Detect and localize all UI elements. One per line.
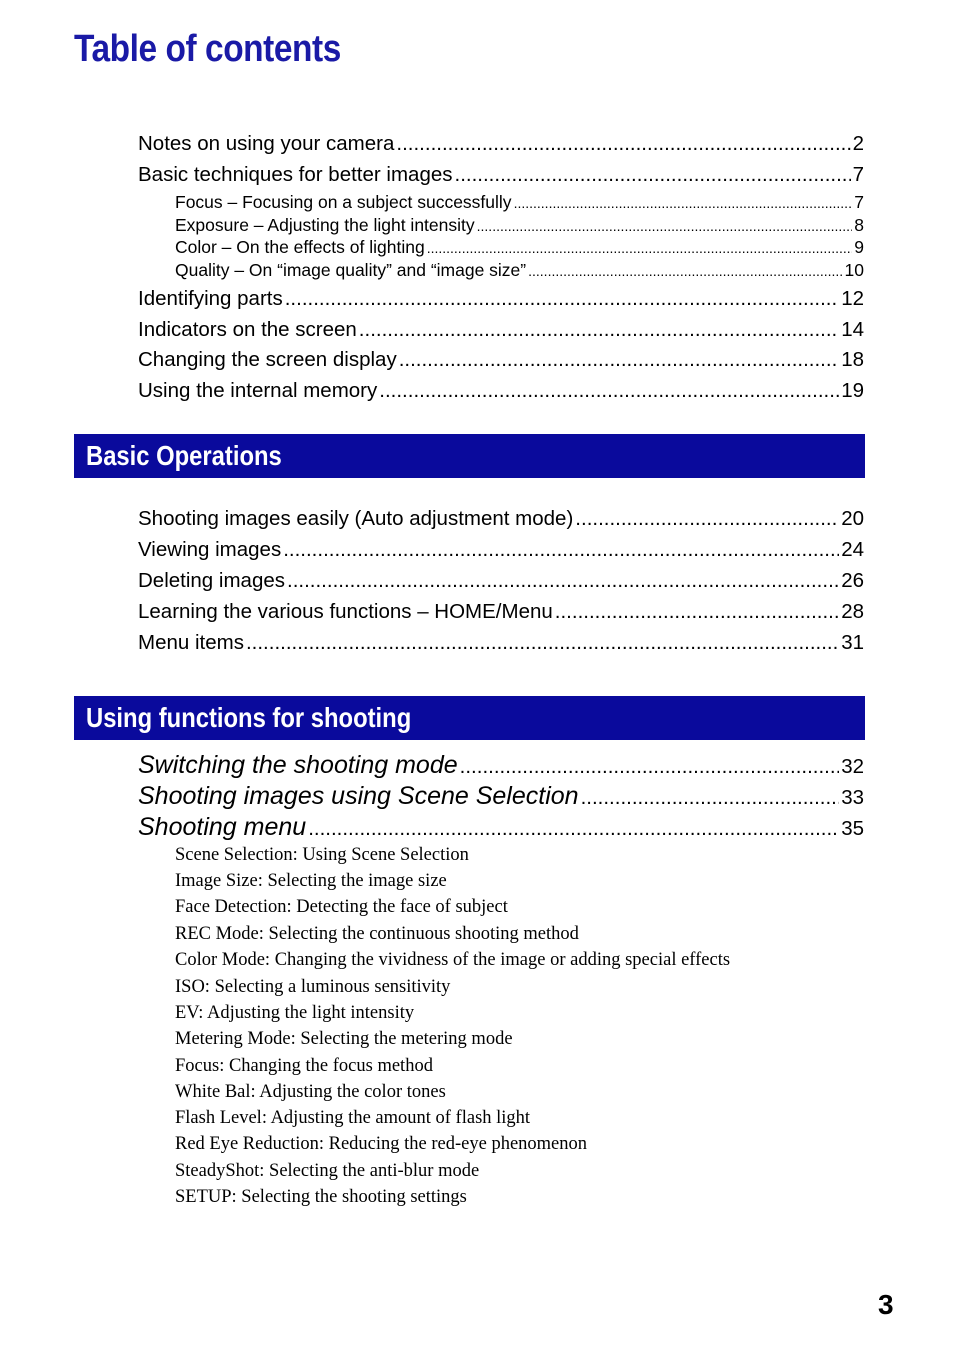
toc-entry-title: Switching the shooting mode: [138, 751, 458, 779]
menu-item[interactable]: SteadyShot: Selecting the anti-blur mode: [175, 1161, 480, 1181]
menu-item[interactable]: SETUP: Selecting the shooting settings: [175, 1187, 467, 1207]
toc-entry-page: 32: [841, 755, 864, 778]
toc-subentry[interactable]: [175, 215, 864, 236]
toc-subentry-page: 7: [854, 192, 864, 212]
leader-dots: [396, 132, 850, 156]
toc-entry-page: 26: [841, 569, 864, 592]
toc-entry-page: 2: [852, 132, 864, 155]
toc-subentry-title: Color – On the effects of lighting: [175, 237, 425, 257]
menu-item[interactable]: White Bal: Adjusting the color tones: [175, 1082, 446, 1102]
section-heading-bar: [74, 696, 865, 740]
leader-dots: [287, 569, 839, 593]
toc-entry-title: Indicators on the screen: [138, 318, 357, 341]
toc-entry-title: Shooting images easily (Auto adjustment mode): [138, 507, 574, 530]
leader-dots: [528, 260, 842, 281]
toc-entry-page: 33: [841, 786, 864, 809]
toc-entry[interactable]: [138, 782, 864, 811]
menu-item[interactable]: EV: Adjusting the light intensity: [175, 1003, 415, 1023]
menu-item[interactable]: Face Detection: Detecting the face of subject: [175, 897, 508, 917]
toc-entry[interactable]: [138, 538, 864, 562]
toc-entry-page: 14: [841, 318, 864, 341]
leader-dots: [379, 379, 839, 403]
toc-entry-title: Basic techniques for better images: [138, 163, 453, 186]
toc-entry[interactable]: [138, 600, 864, 624]
toc-subentry-page: 8: [854, 215, 864, 235]
leader-dots: [359, 318, 839, 342]
toc-entry-title: Changing the screen display: [138, 348, 397, 371]
toc-entry-title: Using the internal memory: [138, 379, 378, 402]
toc-entry-page: 19: [841, 379, 864, 402]
menu-item[interactable]: REC Mode: Selecting the continuous shooting method: [175, 924, 579, 944]
toc-subentry[interactable]: [175, 237, 864, 258]
leader-dots: [427, 237, 853, 258]
leader-dots: [555, 600, 839, 624]
toc-entry[interactable]: [138, 318, 864, 342]
toc-subentry[interactable]: [175, 192, 864, 213]
page-title: Table of contents: [74, 28, 341, 70]
leader-dots: [283, 538, 839, 562]
toc-entry-title: Shooting menu: [138, 813, 307, 841]
section-heading: Using functions for shooting: [86, 702, 412, 733]
leader-dots: [285, 287, 839, 311]
page-number: 3: [878, 1289, 894, 1320]
toc-entry-page: 18: [841, 348, 864, 371]
toc-subentry[interactable]: [175, 260, 864, 281]
toc-entry-title: Deleting images: [138, 569, 285, 592]
toc-entry-title: Identifying parts: [138, 287, 283, 310]
toc-entry-page: 28: [841, 600, 864, 623]
toc-entry-page: 7: [852, 163, 864, 186]
leader-dots: [246, 631, 839, 655]
leader-dots: [581, 786, 840, 810]
toc-entry-page: 24: [841, 538, 864, 561]
toc-entry-title: Learning the various functions – HOME/Menu: [138, 600, 553, 623]
toc-entry-title: Notes on using your camera: [138, 132, 395, 155]
toc-entry[interactable]: [138, 751, 864, 780]
toc-entry[interactable]: [138, 813, 864, 842]
section-heading: Basic Operations: [86, 440, 282, 471]
leader-dots: [575, 507, 839, 531]
leader-dots: [514, 192, 853, 213]
toc-entry-page: 35: [841, 817, 864, 840]
menu-item[interactable]: Flash Level: Adjusting the amount of flash light: [175, 1108, 531, 1128]
toc-entry-page: 20: [841, 507, 864, 530]
toc-subentry-page: 10: [844, 260, 864, 280]
toc-entry[interactable]: [138, 569, 864, 593]
menu-item[interactable]: Focus: Changing the focus method: [175, 1056, 433, 1076]
menu-item[interactable]: Red Eye Reduction: Reducing the red-eye phenomenon: [175, 1134, 588, 1154]
leader-dots: [455, 163, 851, 187]
toc-entry[interactable]: [138, 163, 864, 187]
leader-dots: [399, 348, 839, 372]
toc-entry[interactable]: [138, 132, 864, 156]
toc-subentry-title: Quality – On “image quality” and “image size”: [175, 260, 527, 280]
toc-entry-page: 12: [841, 287, 864, 310]
toc-entry[interactable]: [138, 287, 864, 311]
menu-item[interactable]: ISO: Selecting a luminous sensitivity: [175, 977, 451, 997]
leader-dots: [460, 755, 840, 779]
menu-item[interactable]: Scene Selection: Using Scene Selection: [175, 845, 469, 865]
toc-subentry-title: Focus – Focusing on a subject successfully: [175, 192, 512, 212]
toc-entry[interactable]: [138, 631, 864, 655]
leader-dots: [308, 817, 839, 841]
section-heading-bar: [74, 434, 865, 478]
toc-entry[interactable]: [138, 348, 864, 372]
toc-entry[interactable]: [138, 507, 864, 531]
menu-item[interactable]: Metering Mode: Selecting the metering mode: [175, 1029, 513, 1049]
leader-dots: [477, 215, 853, 236]
toc-entry-title: Menu items: [138, 631, 244, 654]
toc-entry-page: 31: [841, 631, 864, 654]
toc-entry[interactable]: [138, 379, 864, 403]
menu-item[interactable]: Image Size: Selecting the image size: [175, 871, 447, 891]
toc-subentry-page: 9: [854, 237, 864, 257]
toc-entry-title: Shooting images using Scene Selection: [138, 782, 579, 810]
toc-entry-title: Viewing images: [138, 538, 282, 561]
menu-item[interactable]: Color Mode: Changing the vividness of the image or adding special effects: [175, 950, 731, 970]
toc-subentry-title: Exposure – Adjusting the light intensity: [175, 215, 475, 235]
